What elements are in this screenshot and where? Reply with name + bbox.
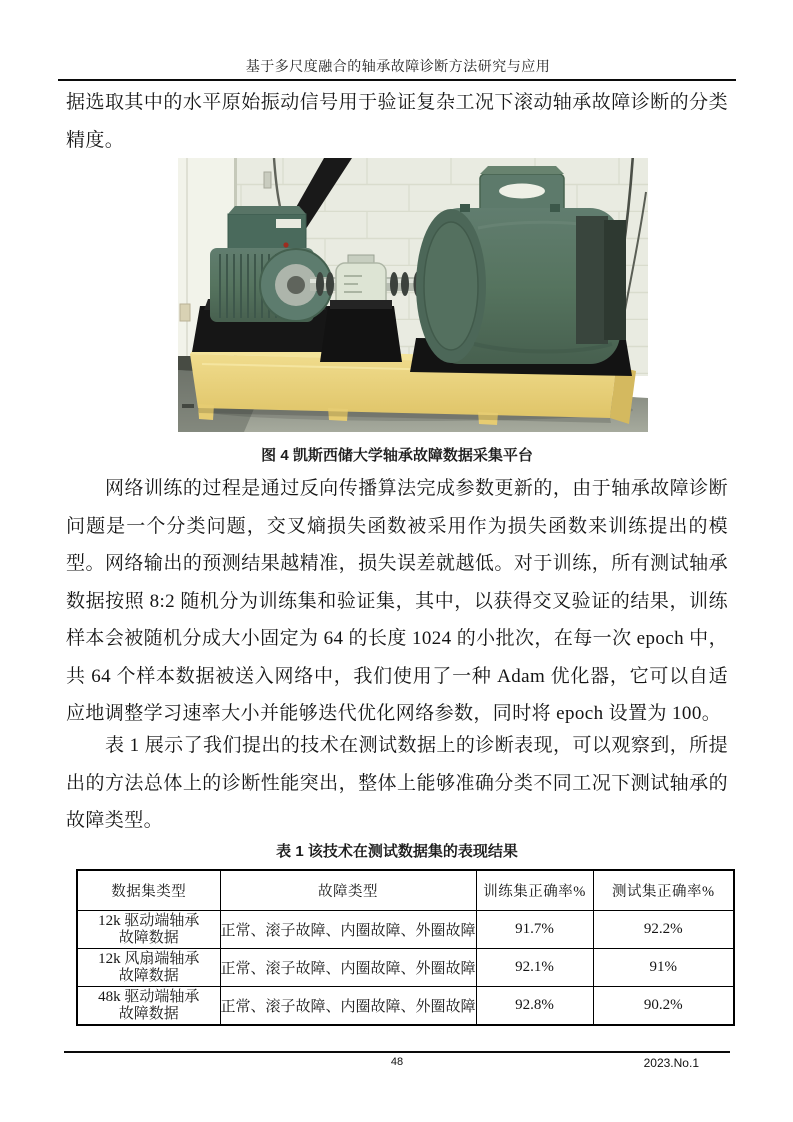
table-header-row (77, 870, 734, 911)
cell-train-acc: 91.7% (476, 911, 593, 949)
header-dataset-type: 数据集类型 (77, 870, 220, 911)
dataset-line2: 故障数据 (118, 967, 179, 984)
cell-test-acc: 90.2% (593, 987, 734, 1026)
cell-test-acc: 92.2% (593, 911, 734, 949)
dataset-line1: 12k 驱动端轴承 (98, 912, 200, 929)
figure-caption: 图 4 凯斯西储大学轴承故障数据采集平台 (261, 447, 533, 464)
table-row-12k-fan-end (77, 949, 734, 987)
table-caption: 表 1 该技术在测试数据集的表现结果 (276, 843, 518, 860)
paragraph-training: 网络训练的过程是通过反向传播算法完成参数更新的，由于轴承故障诊断问题是一个分类问题，交叉熵损失函数被采用作为损失函数来训练提出的模型。网络输出的预测结果越精准，损失误差就越低。对于训练，所有测试轴承数据按照 8:2 随机分为训练集和验证集，其中，以获得交叉验证的结果，训练样本会被随机分成大小固定为 64 的长度 1024 的小批次，在每一次 epoch 中，共 64 个样本数据被送入网络中，我们使用了一种 Adam 优化器，它可以自适应地调整学习速率大小并能够迭代优化网络参数，同时将 epoch 设置为 100。 (66, 478, 728, 724)
header-fault-type: 故障类型 (220, 870, 476, 911)
bearing-test-rig-illustration (178, 158, 648, 432)
cell-faults: 正常、滚子故障、内圈故障、外圈故障 (220, 949, 476, 987)
header-train-accuracy: 训练集正确率% (476, 870, 593, 911)
paragraph-intro: 据选取其中的水平原始振动信号用于验证复杂工况下滚动轴承故障诊断的分类精度。 (66, 92, 728, 151)
cell-train-acc: 92.1% (476, 949, 593, 987)
cell-dataset (77, 987, 220, 1026)
dataset-line2: 故障数据 (118, 929, 179, 946)
running-head-title: 基于多尺度融合的轴承故障诊断方法研究与应用 (245, 60, 551, 75)
dataset-line2: 故障数据 (118, 1005, 179, 1022)
cell-dataset (77, 949, 220, 987)
header-test-accuracy: 测试集正确率% (593, 870, 734, 911)
table-row-12k-drive-end (77, 911, 734, 949)
cell-faults: 正常、滚子故障、内圈故障、外圈故障 (220, 911, 476, 949)
table-row-48k-drive-end (77, 987, 734, 1026)
dataset-line1: 48k 驱动端轴承 (98, 988, 200, 1005)
figure-photo-bearing-test-rig (178, 158, 648, 432)
paragraph-results: 表 1 展示了我们提出的技术在测试数据上的诊断表现，可以观察到，所提出的方法总体上的诊断性能突出，整体上能够准确分类不同工况下测试轴承的故障类型。 (66, 735, 728, 831)
footer-rule (64, 1051, 730, 1053)
cell-faults: 正常、滚子故障、内圈故障、外圈故障 (220, 987, 476, 1026)
cell-test-acc: 91% (593, 949, 734, 987)
cell-dataset (77, 911, 220, 949)
journal-issue: 2023.No.1 (643, 1056, 699, 1070)
page-number: 48 (390, 1056, 404, 1068)
header-rule (58, 79, 736, 81)
cell-train-acc: 92.8% (476, 987, 593, 1026)
dataset-line1: 12k 风扇端轴承 (98, 950, 200, 967)
results-table (76, 869, 735, 1026)
